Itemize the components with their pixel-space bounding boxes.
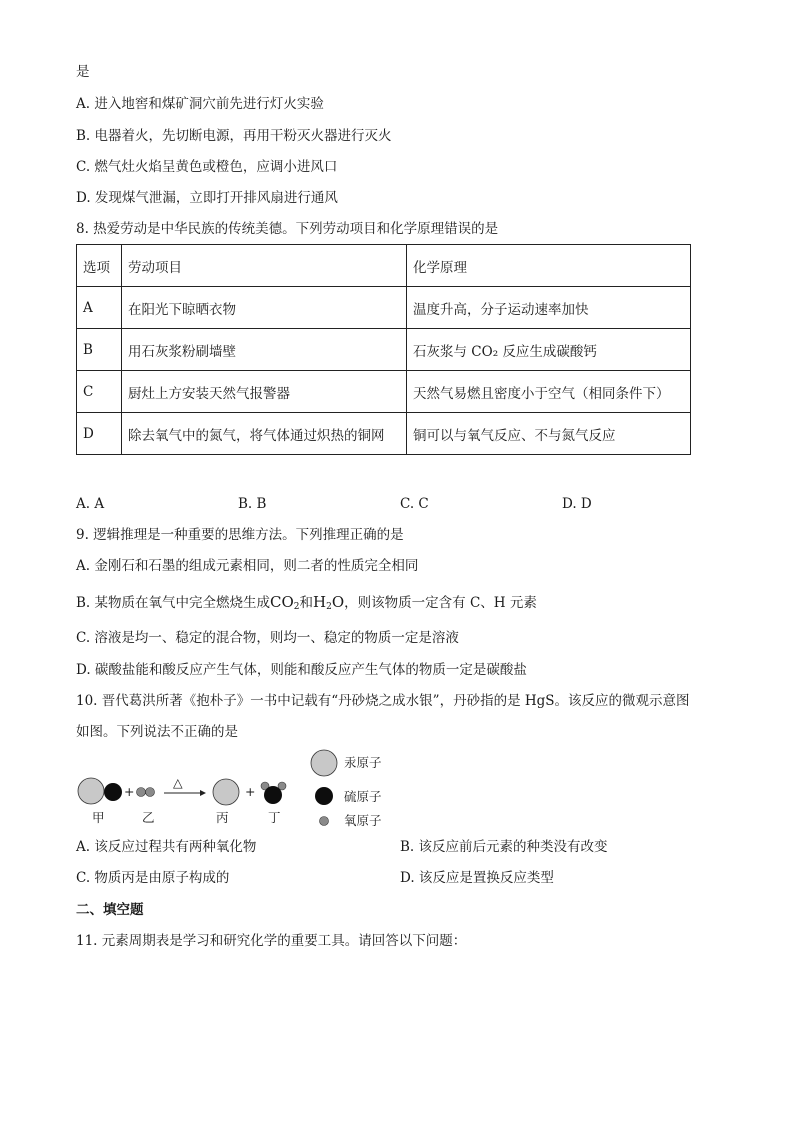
q7-option-c: C. 燃气灶火焰呈黄色或橙色，应调小进风口 — [76, 159, 338, 175]
q10-option-c: C. 物质丙是由原子构成的 — [76, 870, 230, 886]
table-header-cell: 选项 — [77, 245, 122, 287]
table-row — [77, 329, 691, 371]
table-cell: A — [77, 287, 122, 329]
q8-table — [76, 244, 691, 455]
table-row — [77, 287, 691, 329]
q9-option-c: C. 溶液是均一、稳定的混合物，则均一、稳定的物质一定是溶液 — [76, 630, 459, 646]
legend-mercury-icon — [311, 750, 337, 776]
sulfur-atom — [264, 786, 282, 804]
label-yi: 乙 — [142, 810, 155, 825]
plus-sign: + — [124, 784, 135, 799]
table-header-cell: 劳动项目 — [122, 245, 407, 287]
q10-option-d: D. 该反应是置换反应类型 — [400, 870, 554, 886]
table-cell: 石灰浆与 CO₂ 反应生成碳酸钙 — [407, 329, 691, 371]
label-jia: 甲 — [92, 810, 105, 825]
q9-option-b-text: B. 某物质在氧气中完全燃烧生成 — [76, 595, 271, 611]
table-cell: D — [77, 413, 122, 455]
formula-subscript: 2 — [326, 602, 332, 612]
table-cell: B — [77, 329, 122, 371]
q7-option-d: D. 发现煤气泄漏，立即打开排风扇进行通风 — [76, 190, 338, 206]
table-cell: 在阳光下晾晒衣物 — [122, 287, 407, 329]
q9-option-d: D. 碳酸盐能和酸反应产生气体，则能和酸反应产生气体的物质一定是碳酸盐 — [76, 662, 527, 678]
formula-co: CO — [270, 593, 294, 611]
formula-co2 — [270, 593, 300, 611]
table-cell: C — [77, 371, 122, 413]
formula-h2o — [313, 593, 344, 611]
table-row — [77, 371, 691, 413]
q9-option-b-and: 和 — [299, 595, 314, 611]
arrow-head — [200, 790, 206, 796]
q9-stem: 9. 逻辑推理是一种重要的思维方法。下列推理正确的是 — [76, 527, 404, 543]
q8-option-c: C. C — [400, 496, 429, 512]
table-header-cell: 化学原理 — [407, 245, 691, 287]
table-cell: 除去氧气中的氮气，将气体通过炽热的铜网 — [122, 413, 407, 455]
formula-subscript: 2 — [293, 602, 300, 612]
q9-option-b — [76, 593, 537, 616]
q10-option-a: A. 该反应过程共有两种氧化物 — [76, 839, 257, 855]
label-ding: 丁 — [268, 810, 281, 825]
q7-stem-tail: 是 — [76, 64, 90, 80]
plus-sign: + — [245, 784, 256, 799]
q7-option-b: B. 电器着火，先切断电源，再用干粉灭火器进行灭火 — [76, 128, 392, 144]
sulfur-atom — [104, 783, 122, 801]
legend-oxygen-icon — [320, 817, 329, 826]
legend-sulfur-icon — [315, 787, 333, 805]
label-bing: 丙 — [216, 810, 229, 825]
mercury-atom — [213, 779, 239, 805]
q8-option-a: A. A — [76, 496, 105, 512]
table-header-row — [77, 245, 691, 287]
q11-stem: 11. 元素周期表是学习和研究化学的重要工具。请回答以下问题： — [76, 933, 467, 949]
section-title: 二、填空题 — [76, 902, 144, 918]
oxygen-atom — [146, 788, 155, 797]
q10-option-b: B. 该反应前后元素的种类没有改变 — [400, 839, 608, 855]
legend-oxygen-label: 氧原子 — [344, 813, 382, 828]
table-cell: 天然气易燃且密度小于空气（相同条件下） — [407, 371, 691, 413]
q9-option-a: A. 金刚石和石墨的组成元素相同，则二者的性质完全相同 — [76, 558, 419, 574]
table-cell: 温度升高，分子运动速率加快 — [407, 287, 691, 329]
table-cell: 用石灰浆粉刷墙壁 — [122, 329, 407, 371]
legend-mercury-label: 汞原子 — [344, 755, 382, 770]
table-cell: 铜可以与氧气反应、不与氮气反应 — [407, 413, 691, 455]
legend-sulfur-label: 硫原子 — [344, 789, 382, 804]
formula-o: O — [331, 593, 345, 611]
q7-option-a: A. 进入地窖和煤矿洞穴前先进行灯火实验 — [76, 96, 324, 112]
oxygen-atom — [137, 788, 146, 797]
table-row — [77, 413, 691, 455]
q8-stem: 8. 热爱劳动是中华民族的传统美德。下列劳动项目和化学原理错误的是 — [76, 221, 499, 237]
reaction-condition: △ — [173, 775, 183, 790]
formula-h: H — [313, 593, 327, 611]
q10-stem-line1: 10. 晋代葛洪所著《抱朴子》一书中记载有“丹砂烧之成水银”，丹砂指的是 HgS。该反应的微观示意图 — [76, 693, 690, 709]
mercury-atom — [78, 778, 104, 804]
reaction-diagram — [70, 745, 400, 835]
q9-option-b-tail: ，则该物质一定含有 C、H 元素 — [344, 595, 537, 611]
q10-stem-line2: 如图。下列说法不正确的是 — [76, 724, 238, 740]
table-cell: 厨灶上方安装天然气报警器 — [122, 371, 407, 413]
q8-option-b: B. B — [238, 496, 267, 512]
q8-option-d: D. D — [562, 496, 592, 512]
